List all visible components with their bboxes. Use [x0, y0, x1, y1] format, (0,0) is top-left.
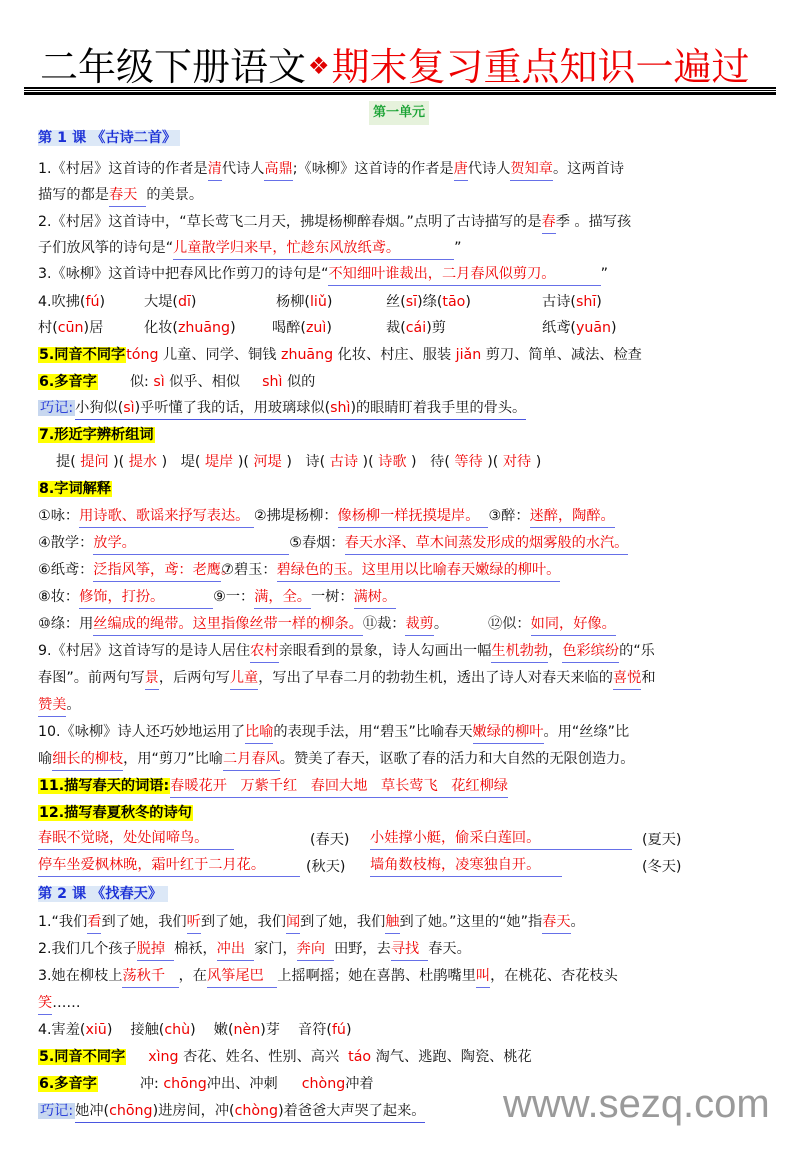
l1-q2-line2 [38, 236, 462, 260]
poem: 春眠不觉晓，处处闻啼鸟。 [38, 828, 234, 850]
l1-q8-row4 [38, 585, 396, 609]
char: 诗 [305, 454, 320, 470]
unit-badge: 第一单元 [369, 101, 429, 125]
word: 河堤 [253, 454, 282, 470]
definition: 如同，好像。 [531, 614, 616, 636]
l1-q2-line1 [38, 210, 631, 234]
pinyin-item: 纸鸢(yuān) [542, 320, 617, 336]
text: 。 [570, 914, 585, 930]
term: ②拂堤杨柳： [253, 508, 338, 524]
pinyin: táo [348, 1049, 372, 1065]
answer: 寻找 [391, 939, 428, 961]
word: 音符 [298, 1022, 327, 1038]
text: 到了她，我们 [101, 914, 187, 930]
text: 亲眼看到的景象，诗人勾画出一幅 [278, 643, 492, 659]
l2-q4-line [38, 1018, 351, 1042]
pinyin-item: 杨柳(liǔ) [276, 294, 333, 310]
word: 村 [38, 320, 53, 336]
pinyin: cái [405, 320, 427, 336]
pinyin: xiū [85, 1022, 107, 1038]
season: (秋天) [306, 859, 346, 875]
l1-q1-line1 [38, 157, 624, 181]
word: 丝 [386, 294, 401, 310]
text: ” [454, 240, 462, 256]
memo-tag: 巧记: [40, 1103, 74, 1119]
definition: 用诗歌、歌谣来抒写表达。 [79, 506, 254, 528]
words: 似的 [286, 374, 316, 390]
term: ⑫似： [488, 616, 531, 632]
watermark: www.sezq.com [503, 1082, 770, 1126]
text: 到了她，我们 [300, 914, 386, 930]
text: 子们放风筝的诗句是“ [38, 240, 174, 256]
text: )进房间，冲( [152, 1103, 235, 1119]
answer: 色彩缤纷 [562, 641, 619, 663]
text: 2.《村居》这首诗中，“草长莺飞二月天，拂堤杨柳醉春烟。”点明了古诗描写的是 [38, 214, 542, 230]
pinyin: chòng [301, 1076, 346, 1092]
pinyin-item: 古诗(shī) [542, 294, 602, 310]
page-title [40, 44, 760, 88]
text: 和 [641, 670, 656, 686]
text: ;《咏柳》这首诗的作者是 [292, 161, 454, 177]
term: ⑥纸鸢： [38, 562, 94, 578]
l1-q10-line2 [38, 747, 634, 771]
word: 芽 [265, 1022, 280, 1038]
answer: 赞美 [38, 695, 66, 717]
text: 小狗似( [75, 400, 124, 416]
text: 9.《村居》这首诗写的是诗人居住 [38, 643, 251, 659]
l1-q10-line1 [38, 720, 629, 744]
text: …… [52, 995, 81, 1011]
l1-q12-label-line [38, 801, 193, 825]
title-red-part: 期末复习重点知识一遍过 [331, 45, 750, 89]
text: 代诗人 [467, 161, 511, 177]
pinyin: chòng [234, 1103, 279, 1119]
char: 待 [430, 454, 445, 470]
section-label: 6.多音字 [39, 374, 97, 390]
words: 似乎、相似 [169, 374, 241, 390]
section-label: 8.字词解释 [39, 481, 112, 497]
text: 喻 [38, 751, 53, 767]
pinyin: chōng [163, 1076, 207, 1092]
word: 居 [89, 320, 104, 336]
term: ⑩绦：用 [38, 616, 94, 632]
text: ” [600, 266, 608, 282]
word: 杨柳 [276, 294, 305, 310]
pinyin: yuān [575, 320, 612, 336]
pinyin-item: 裁(cái)剪 [386, 320, 446, 336]
pinyin: tāo [442, 294, 466, 310]
pinyin-item: 大堤(dī) [144, 294, 197, 310]
pinyin: shī [575, 294, 597, 310]
text: 到了她，我们 [200, 914, 286, 930]
definition: 迷醉，陶醉。 [530, 506, 615, 528]
l1-q3-line [38, 262, 608, 286]
term: ⑧妆： [38, 589, 80, 605]
l1-q8-label-line [38, 477, 112, 501]
title-black-part: 二年级下册语文 [40, 45, 307, 89]
season: (夏天) [642, 832, 682, 848]
section-label: 7.形近字辨析组词 [39, 427, 154, 443]
text: 春图”。前两句写 [38, 670, 145, 686]
word: 4.害羞 [38, 1022, 80, 1038]
text: 春天。 [428, 941, 471, 957]
text: ，在桃花、杏花枝头 [490, 968, 618, 984]
answer: 春天 [109, 185, 146, 207]
poem: 小娃撑小艇，偷采白莲回。 [370, 828, 632, 850]
words: 淘气、逃跑、陶瓷、桃花 [375, 1049, 532, 1065]
pinyin: jiǎn [455, 347, 482, 363]
l2-memo-line [38, 1099, 425, 1123]
season: (冬天) [642, 859, 682, 875]
word: 古诗 [329, 454, 359, 470]
poem: 停车坐爱枫林晚，霜叶红于二月花。 [38, 855, 300, 877]
answer: 叫 [476, 966, 490, 988]
l1-q8-row3 [38, 558, 560, 582]
pinyin: sī [405, 294, 418, 310]
text: 的“乐 [619, 643, 655, 659]
answer: 细长的柳枝 [52, 749, 123, 771]
definition: 满树。 [354, 587, 397, 609]
word: 4.吹拂 [38, 294, 80, 310]
text: 。 [66, 697, 81, 713]
answer: 景 [145, 668, 159, 690]
text: 。 [433, 616, 449, 632]
pinyin-item: 村(cūn)居 [38, 320, 104, 336]
text: ，写出了早春二月的勃勃生机，透出了诗人对春天来临的 [258, 670, 613, 686]
answer: 看 [87, 912, 101, 934]
words: 剪刀、简单、减法、检查 [485, 347, 642, 363]
answer: 喜悦 [613, 668, 641, 690]
answer: 奔向 [297, 939, 334, 961]
pinyin: chōng [109, 1103, 153, 1119]
pinyin-item: 4.吹拂(fú) [38, 294, 106, 310]
words: 儿童、同学、铜钱 [162, 347, 277, 363]
text: 的表现手法，用“碧玉”比喻春天 [273, 724, 473, 740]
l1-memo-line [38, 396, 526, 420]
text: 3.她在柳枝上 [38, 968, 123, 984]
lesson1-heading-line [38, 126, 180, 150]
pinyin: zhuāng [177, 320, 231, 336]
pinyin: tóng [126, 347, 159, 363]
answer: 笑 [38, 993, 52, 1015]
term: ⑪裁： [362, 616, 406, 632]
term: ④散学： [38, 535, 94, 551]
text: 代诗人 [221, 161, 265, 177]
word: 绦 [422, 294, 437, 310]
answer: 唐 [454, 159, 468, 181]
text: 。赞美了春天，讴歌了春的活力和大自然的无限创造力。 [279, 751, 635, 767]
pinyin-item: 接触(chù) [130, 1022, 196, 1038]
answer: 荡秋千 [122, 966, 178, 988]
text: ，用“剪刀”比喻 [123, 751, 223, 767]
definition: 春天水泽、草木间蒸发形成的烟雾般的水汽。 [345, 533, 629, 555]
text: ， [548, 643, 563, 659]
answer: 冲出 [217, 939, 254, 961]
l1-q8-row2 [38, 531, 628, 555]
lesson-heading: 第 2 课 《找春天》 [38, 886, 168, 902]
definition: 丝编成的绳带。这里指像丝带一样的柳条。 [93, 614, 363, 636]
text: 她冲( [75, 1103, 110, 1119]
answer: 春天 [542, 912, 570, 934]
l1-q7-label-line [38, 423, 155, 447]
pinyin: nèn [233, 1022, 261, 1038]
word: 古诗 [542, 294, 571, 310]
word: 提水 [128, 454, 158, 470]
l1-q9-line3 [38, 693, 81, 717]
definition: 泛指风筝，鸢：老鹰。 [93, 560, 221, 582]
term: ①咏： [38, 508, 80, 524]
section-label: 5.同音不同字 [39, 1049, 126, 1065]
l2-q1-line [38, 910, 585, 934]
definition: 放学。 [93, 533, 289, 555]
answer: 比喻 [245, 722, 273, 744]
l1-q9-line1 [38, 639, 655, 663]
words: 冲出、冲刺 [206, 1076, 278, 1092]
pinyin: sì [153, 374, 165, 390]
l2-q2-line [38, 937, 471, 961]
l1-q6-line [38, 370, 315, 394]
l1-q5-line [38, 343, 642, 367]
answer: 风筝尾巴 [207, 966, 277, 988]
answer: 农村 [250, 641, 278, 663]
text: 。用“丝绦”比 [543, 724, 630, 740]
l2-q5-line [38, 1045, 532, 1069]
term: ③醉： [488, 508, 530, 524]
answer: 二月春风 [223, 749, 280, 771]
section-label: 12.描写春夏秋冬的诗句 [39, 805, 192, 821]
text: 10.《咏柳》诗人还巧妙地运用了 [38, 724, 246, 740]
pinyin: chù [164, 1022, 191, 1038]
answer: 不知细叶谁裁出，二月春风似剪刀。 [328, 264, 600, 286]
pinyin: liǔ [309, 294, 327, 310]
l1-q8-row1 [38, 504, 615, 528]
text: 1.《村居》这首诗的作者是 [38, 161, 208, 177]
text: 。这两首诗 [552, 161, 624, 177]
pinyin-item: 4.害羞(xiū) [38, 1022, 113, 1038]
pinyin: cūn [57, 320, 84, 336]
definition: 碧绿色的玉。这里用以比喻春天嫩绿的柳叶。 [277, 560, 561, 582]
text: 2.我们几个孩子 [38, 941, 137, 957]
section-label: 6.多音字 [39, 1076, 97, 1092]
pinyin-item: 音符(fú) [298, 1022, 352, 1038]
text: )着爸爸大声哭了起来。 [278, 1103, 426, 1119]
section-label: 11.描写春天的词语: [39, 778, 170, 794]
words: 化妆、村庄、服装 [337, 347, 452, 363]
memo-sentence [75, 1101, 425, 1123]
lesson-heading: 第 1 课 《古诗二首》 [38, 130, 180, 146]
word: 堤岸 [204, 454, 234, 470]
l2-q3-line2 [38, 991, 81, 1015]
text: 的美景。 [146, 187, 204, 203]
diamond-icon: ❖ [308, 52, 330, 80]
l1-q1-line2 [38, 183, 203, 207]
word: 剪 [431, 320, 446, 336]
words: 冲着 [345, 1076, 374, 1092]
memo-sentence [75, 398, 526, 420]
text: )的眼睛盯着我手里的骨头。 [350, 400, 527, 416]
answer: 春 [542, 212, 556, 234]
term: ⑦碧玉： [221, 562, 277, 578]
term: 一树： [310, 589, 354, 605]
definition: 满，全。 [254, 587, 311, 609]
word: 提问 [80, 454, 109, 470]
pinyin-item: 化妆(zhuāng) [144, 320, 236, 336]
text: 田野，去 [334, 941, 391, 957]
text: 到了她。”这里的“她”指 [399, 914, 543, 930]
word: 喝醉 [272, 320, 301, 336]
pinyin-item: 丝(sī)绦(tāo) [386, 294, 471, 310]
l2-q6-line [38, 1072, 374, 1096]
term: ⑤春烟： [289, 535, 345, 551]
answer: 儿童散学归来早，忙趁东风放纸鸢。 [173, 238, 454, 260]
answer: 闻 [286, 912, 300, 934]
lesson2-heading-line [38, 882, 168, 906]
definition: 裁剪 [405, 614, 433, 636]
l1-q8-row5 [38, 612, 616, 636]
words: 杏花、姓名、性别、高兴 [183, 1049, 340, 1065]
title-divider [24, 87, 776, 95]
pinyin: xìng [148, 1049, 179, 1065]
answer: 听 [187, 912, 201, 934]
char: 堤 [180, 454, 195, 470]
answer: 触 [385, 912, 399, 934]
pinyin: fú [331, 1022, 346, 1038]
polyphone-char: 似: [129, 374, 149, 390]
definition: 修饰，打扮。 [79, 587, 213, 609]
text: 描写的都是 [38, 187, 109, 203]
pinyin: dī [177, 294, 191, 310]
text: 季 。描写孩 [555, 214, 632, 230]
pinyin-item: 嫩(nèn)芽 [213, 1022, 280, 1038]
text: 1.“我们 [38, 914, 88, 930]
text: 上摇啊摇；她在喜鹊、杜鹃嘴里 [277, 968, 476, 984]
text: ，后两句写 [158, 670, 230, 686]
word: 对待 [502, 454, 532, 470]
l1-q9-line2 [38, 666, 656, 690]
season: (春天) [310, 832, 350, 848]
pinyin-item: 喝醉(zuì) [272, 320, 332, 336]
answer: 贺知章 [510, 159, 553, 181]
word: 诗歌 [378, 454, 407, 470]
text: 棉袄， [174, 941, 217, 957]
word: 大堤 [144, 294, 173, 310]
l1-q7-words: 提( 提问 )( 提水 ) 堤( 堤岸 )( 河堤 ) 诗( 古诗 )( 诗歌 ) 待( 等待 )( 对待 ) [56, 454, 542, 470]
text: ，在 [178, 968, 207, 984]
pinyin: fú [85, 294, 100, 310]
answer: 儿童 [230, 668, 258, 690]
poem: 墙角数枝梅，凌寒独自开。 [370, 855, 562, 877]
pinyin: shì [262, 374, 283, 390]
word: 裁 [386, 320, 401, 336]
memo-tag: 巧记: [40, 400, 74, 416]
word: 嫩 [213, 1022, 228, 1038]
word: 接触 [130, 1022, 159, 1038]
word: 纸鸢 [542, 320, 571, 336]
text: 3.《咏柳》这首诗中把春风比作剪刀的诗句是“ [38, 266, 329, 282]
polyphone-char: 冲: [139, 1076, 159, 1092]
answer: 高鼎 [264, 159, 292, 181]
char: 提 [56, 454, 71, 470]
l2-q3-line1 [38, 964, 618, 988]
pinyin: zhuāng [281, 347, 334, 363]
word: 等待 [454, 454, 483, 470]
word: 化妆 [144, 320, 173, 336]
pinyin: sì [123, 400, 135, 416]
pinyin: zuì [305, 320, 327, 336]
answer: 生机勃勃 [491, 641, 548, 663]
answer: 春暖花开 万紫千红 春回大地 草长莺飞 花红柳绿 [170, 776, 508, 798]
section-label: 5.同音不同字 [39, 347, 126, 363]
definition: 像杨柳一样抚摸堤岸。 [338, 506, 489, 528]
l1-q11-line [38, 774, 508, 798]
text: 家门， [254, 941, 297, 957]
answer: 脱掉 [137, 939, 174, 961]
text: )乎听懂了我的话，用玻璃球似( [134, 400, 331, 416]
answer: 嫩绿的柳叶 [473, 722, 544, 744]
term: ⑨一： [213, 589, 255, 605]
pinyin: shì [330, 400, 351, 416]
answer: 清 [208, 159, 222, 181]
